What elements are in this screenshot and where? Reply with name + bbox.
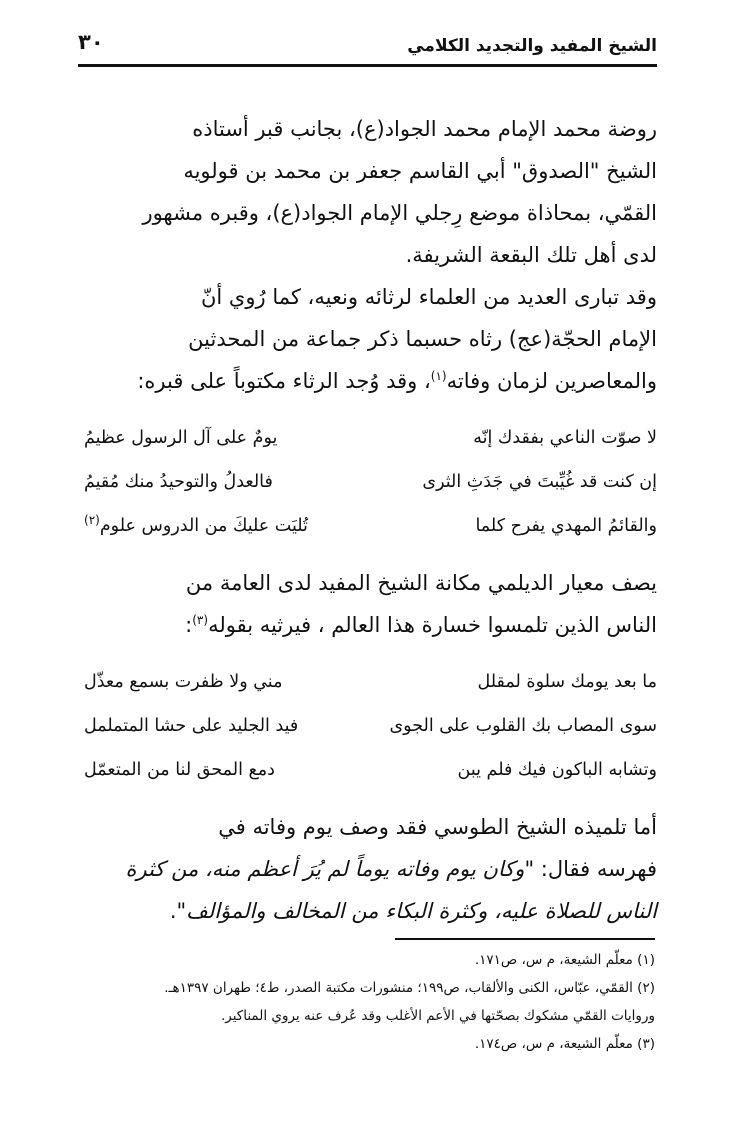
text-line: وقد تبارى العديد من العلماء لرثائه ونعيه، كما رُوي أنّ — [201, 285, 657, 309]
poem-daylami — [84, 660, 657, 792]
verse-first-hemistich: سوى المصاب بك القلوب على الجوى — [389, 716, 657, 736]
running-header — [78, 28, 657, 68]
header-rule — [78, 64, 657, 67]
verse-second-hemistich: فيد الجليد على حشا المتململ — [84, 716, 299, 736]
text-run: ، وقد وُجد الرثاء مكتوباً على قبره: — [137, 369, 431, 393]
footnote: (٣) معلّم الشيعة، م س، ص١٧٤. — [474, 1036, 655, 1052]
text-line: الإمام الحجّة(عج) رثاه حسبما ذكر جماعة من المحدثين — [188, 327, 657, 351]
verse — [84, 660, 657, 704]
paragraph-elegies — [84, 276, 657, 402]
verse-second-hemistich: دمع المحق لنا من المتعمّل — [84, 760, 275, 780]
text-run: : — [185, 613, 193, 637]
text-run: ". — [169, 899, 187, 923]
text-run: تُليَت عليكَ من الدروس علوم — [99, 516, 308, 536]
text-line — [84, 848, 657, 890]
poem-elegy — [84, 416, 657, 548]
verse-second-hemistich: مني ولا ظفرت بسمع معذّل — [84, 672, 283, 692]
text-run: الناس الذين تلمسوا خسارة هذا العالم ، فيرثيه بقوله — [208, 613, 657, 637]
page-number: ٣٠ — [78, 30, 104, 54]
text-run: فهرسه فقال: " — [524, 857, 657, 881]
footnote: (٢) القمّي، عبّاس، الكنى والألقاب، ص١٩٩؛ منشورات مكتبة الصدر، ط٤؛ طهران ١٣٩٧هـ. — [164, 980, 655, 996]
paragraph-tusi — [84, 806, 657, 932]
verse-first-hemistich: وتشابه الباكون فيك فلم يبن — [457, 760, 657, 780]
quotation: الناس للصلاة عليه، وكثرة البكاء من المخالف والمؤالف — [186, 899, 657, 923]
text-line: أما تلميذه الشيخ الطوسي فقد وصف يوم وفاته في — [218, 815, 657, 839]
verse — [84, 416, 657, 460]
verse-first-hemistich: إن كنت قد غُيِّبتَ في جَدَثِ الثرى — [422, 472, 657, 492]
verse-second-hemistich — [84, 504, 308, 548]
verse — [84, 460, 657, 504]
verse — [84, 748, 657, 792]
header-title: الشيخ المفيد والتجديد الكلامي — [407, 36, 657, 56]
verse — [84, 704, 657, 748]
footnote-rule — [395, 938, 655, 940]
verse-second-hemistich: فالعدلُ والتوحيدُ منك مُقيمُ — [84, 472, 273, 492]
text-line — [84, 890, 657, 932]
verse-first-hemistich: ما بعد يومك سلوة لمقلل — [477, 672, 657, 692]
text-line — [84, 360, 657, 402]
paragraph-burial — [84, 108, 657, 276]
quotation: وكان يوم وفاته يوماً لم يُرَ أعظم منه، من كثرة — [125, 857, 525, 881]
footnote-ref: (١) — [430, 369, 447, 383]
verse-second-hemistich: يومٌ على آل الرسول عظيمُ — [84, 428, 278, 448]
verse-first-hemistich: لا صوّت الناعي بفقدك إنّه — [473, 428, 657, 448]
text-line: لدى أهل تلك البقعة الشريفة. — [405, 243, 657, 267]
text-line: يصف معيار الديلمي مكانة الشيخ المفيد لدى العامة من — [185, 571, 657, 595]
text-line: الشيخ "الصدوق" أبي القاسم جعفر بن محمد بن قولويه — [183, 159, 657, 183]
footnote-ref: (٢) — [84, 513, 100, 528]
paragraph-daylami — [84, 562, 657, 646]
page-body — [84, 108, 657, 932]
text-line: روضة محمد الإمام محمد الجواد(ع)، بجانب قبر أستاذه — [192, 117, 657, 141]
footnote-ref: (٣) — [192, 613, 209, 627]
text-line: القمّي، بمحاذاة موضع رِجلي الإمام الجواد(ع)، وقبره مشهور — [142, 201, 657, 225]
text-line — [84, 604, 657, 646]
verse — [84, 504, 657, 548]
verse-first-hemistich: والقائمُ المهدي يفرح كلما — [475, 516, 657, 536]
footnote: (١) معلّم الشيعة، م س، ص١٧١. — [474, 952, 655, 968]
footnotes — [70, 946, 655, 1058]
footnote: وروايات القمّي مشكوك بصحّتها في الأعم الأغلب وقد عُرف عنه يروي المناكير. — [220, 1008, 655, 1024]
text-run: والمعاصرين لزمان وفاته — [446, 369, 657, 393]
